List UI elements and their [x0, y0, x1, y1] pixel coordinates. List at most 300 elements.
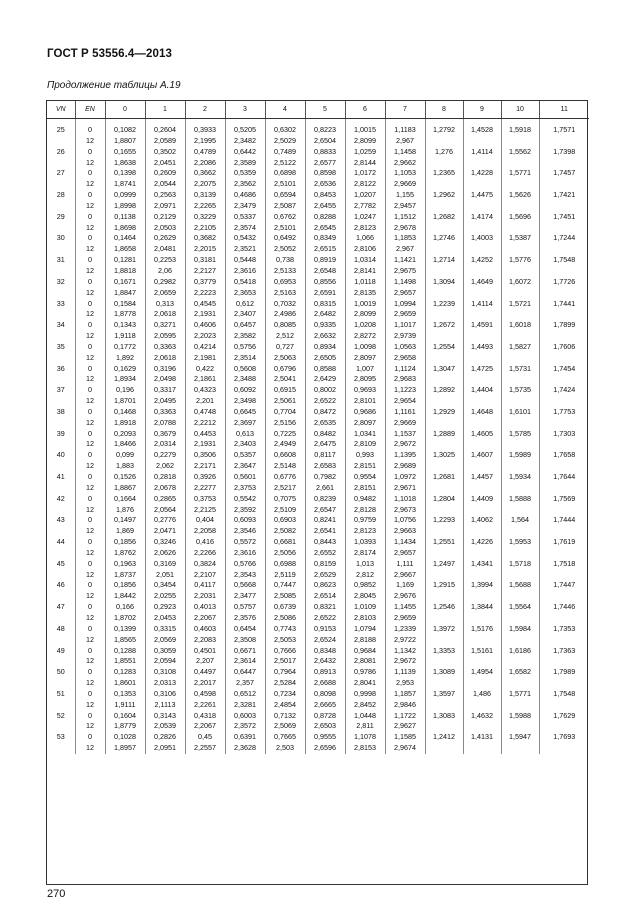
table-cell	[463, 266, 501, 277]
table-cell: 2,6503	[305, 721, 345, 732]
table-cell: 2,8272	[345, 331, 385, 342]
table-cell: 1,7446	[553, 602, 576, 612]
table-row	[47, 505, 589, 516]
table-cell: 1,2497	[425, 559, 463, 570]
column-header: 3	[225, 101, 265, 119]
table-cell: 0,8098	[305, 689, 345, 700]
table-cell: 1,7444	[553, 515, 576, 525]
table-cell: 2,8097	[345, 353, 385, 364]
table-cell: 0,8919	[305, 255, 345, 266]
table-row	[47, 678, 589, 689]
table-cell: 1,7363	[553, 645, 576, 655]
table-cell: 0,3106	[145, 689, 185, 700]
table-cell: 1,066	[345, 233, 385, 244]
table-cell	[425, 548, 463, 559]
table-cell	[47, 613, 75, 624]
table-cell: 2,2058	[185, 526, 225, 537]
table-cell: 49	[47, 646, 75, 657]
table-cell: 1,8867	[105, 483, 145, 494]
table-row	[47, 255, 589, 266]
table-cell: 0	[75, 537, 105, 548]
table-cell	[539, 331, 589, 342]
table-cell: 1,2239	[425, 299, 463, 310]
table-cell: 2,6545	[305, 223, 345, 234]
table-cell: 1,1434	[385, 537, 425, 548]
table-cell: 1,7451	[553, 211, 576, 221]
table-cell	[539, 201, 589, 212]
table-cell	[425, 418, 463, 429]
table-cell: 2,9657	[385, 548, 425, 559]
table-cell: 46	[47, 580, 75, 591]
table-row	[47, 396, 589, 407]
table-cell: 0,4603	[185, 624, 225, 635]
table-cell: 2,8122	[345, 179, 385, 190]
table-cell: 28	[47, 190, 75, 201]
table-cell: 0,8321	[305, 602, 345, 613]
table-cell: 0,1138	[105, 212, 145, 223]
table-cell: 2,8095	[345, 374, 385, 385]
table-cell: 1,7441	[553, 298, 576, 308]
table-cell: 1,7726	[553, 276, 576, 286]
table-cell	[501, 591, 539, 602]
table-cell: 1,0015	[345, 119, 385, 136]
table-cell: 2,0569	[145, 635, 185, 646]
table-cell	[425, 591, 463, 602]
table-cell: 2,2015	[185, 244, 225, 255]
table-cell: 0,2563	[145, 190, 185, 201]
table-cell: 1,0019	[345, 299, 385, 310]
table-cell	[425, 396, 463, 407]
table-cell: 1,1585	[385, 732, 425, 743]
table-header-row	[47, 101, 589, 119]
table-row	[47, 266, 589, 277]
table-row	[47, 526, 589, 537]
table-cell: 2,9658	[385, 353, 425, 364]
table-cell	[539, 635, 589, 646]
table-cell: 2,6429	[305, 374, 345, 385]
data-table	[47, 101, 589, 754]
table-cell: 2,0451	[145, 158, 185, 169]
table-cell	[501, 374, 539, 385]
table-cell: 1,6072	[501, 277, 539, 288]
table-cell: 2,5156	[265, 418, 305, 429]
table-cell: 1,3972	[425, 624, 463, 635]
table-cell: 1,2915	[425, 580, 463, 591]
table-cell: 1,7989	[553, 667, 576, 677]
table-cell	[425, 505, 463, 516]
table-cell	[539, 700, 589, 711]
table-row	[47, 233, 589, 244]
table-cell: 41	[47, 472, 75, 483]
table-cell: 0,5542	[225, 494, 265, 505]
table-row	[47, 418, 589, 429]
table-cell	[501, 331, 539, 342]
table-cell	[47, 678, 75, 689]
table-cell: 0,2253	[145, 255, 185, 266]
table-cell: 1,7421	[553, 190, 576, 200]
table-cell: 1,5947	[501, 732, 539, 743]
table-cell: 2,3479	[225, 201, 265, 212]
table-cell: 1,5988	[501, 711, 539, 722]
table-cell: 2,6535	[305, 418, 345, 429]
table-cell	[539, 678, 589, 689]
table-cell: 2,2212	[185, 418, 225, 429]
table-cell	[539, 439, 589, 450]
table-cell: 0	[75, 407, 105, 418]
table-cell: 2,8174	[345, 548, 385, 559]
table-row	[47, 244, 589, 255]
table-cell: 0,8913	[305, 667, 345, 678]
table-cell: 1,3047	[425, 364, 463, 375]
table-cell	[47, 309, 75, 320]
table-cell: 0	[75, 472, 105, 483]
table-cell: 12	[75, 179, 105, 190]
table-cell: 1,486	[463, 689, 501, 700]
table-cell: 0,4501	[185, 646, 225, 657]
table-cell: 2,0594	[145, 656, 185, 667]
table-row	[47, 646, 589, 657]
table-cell: 1,9118	[105, 331, 145, 342]
table-cell: 2,4949	[265, 439, 305, 450]
table-cell: 0	[75, 646, 105, 657]
table-cell: 0,7964	[265, 667, 305, 678]
table-cell	[501, 613, 539, 624]
table-cell: 1,4528	[463, 119, 501, 136]
table-cell	[47, 700, 75, 711]
table-cell: 2,2075	[185, 179, 225, 190]
table-cell: 1,8565	[105, 635, 145, 646]
table-cell: 1,8741	[105, 179, 145, 190]
table-cell: 0,2865	[145, 494, 185, 505]
table-cell	[539, 179, 589, 190]
table-cell: 2,1113	[145, 700, 185, 711]
table-cell: 12	[75, 288, 105, 299]
table-cell	[47, 353, 75, 364]
table-cell: 1,2962	[425, 190, 463, 201]
table-cell: 0,1398	[105, 168, 145, 179]
table-cell: 2,9654	[385, 396, 425, 407]
table-cell: 25	[47, 119, 75, 136]
table-cell: 1,0259	[345, 147, 385, 158]
table-cell: 2,5069	[265, 721, 305, 732]
table-cell: 2,0503	[145, 223, 185, 234]
table-cell: 1,2293	[425, 515, 463, 526]
table-cell: 1,8466	[105, 439, 145, 450]
table-cell: 0,4686	[225, 190, 265, 201]
table-cell: 1,5626	[501, 190, 539, 201]
table-row	[47, 299, 589, 310]
table-cell: 2,8103	[345, 613, 385, 624]
table-cell	[539, 223, 589, 234]
table-cell	[425, 461, 463, 472]
table-cell: 2,9662	[385, 158, 425, 169]
table-row	[47, 580, 589, 591]
table-cell: 2,0498	[145, 374, 185, 385]
table-cell: 1,8638	[105, 158, 145, 169]
table-cell: 1,4605	[463, 429, 501, 440]
table-cell: 2,3647	[225, 461, 265, 472]
table-cell: 1,3994	[463, 580, 501, 591]
table-cell: 2,0618	[145, 353, 185, 364]
table-cell: 0,6512	[225, 689, 265, 700]
table-cell	[463, 223, 501, 234]
table-cell	[501, 505, 539, 516]
table-cell: 0	[75, 385, 105, 396]
table-cell: 1,1223	[385, 385, 425, 396]
table-cell: 0	[75, 255, 105, 266]
table-cell: 1,8818	[105, 266, 145, 277]
table-cell: 2,0564	[145, 505, 185, 516]
table-cell: 0,6671	[225, 646, 265, 657]
table-cell: 1,2339	[385, 624, 425, 635]
table-cell: 0,6447	[225, 667, 265, 678]
table-cell: 1,7518	[553, 558, 576, 568]
table-cell: 2,5133	[265, 266, 305, 277]
table-cell: 2,967	[385, 244, 425, 255]
table-cell: 2,2083	[185, 635, 225, 646]
table-cell: 2,6548	[305, 266, 345, 277]
table-cell	[501, 548, 539, 559]
table-cell: 1,0172	[345, 168, 385, 179]
table-cell: 0	[75, 277, 105, 288]
table-cell: 1,2792	[425, 119, 463, 136]
table-cell: 2,3582	[225, 331, 265, 342]
table-cell	[47, 656, 75, 667]
table-cell: 0	[75, 190, 105, 201]
table-cell	[539, 743, 589, 754]
table-row	[47, 537, 589, 548]
table-cell: 2,1931	[185, 439, 225, 450]
table-cell: 2,6577	[305, 158, 345, 169]
table-cell: 0,993	[345, 450, 385, 461]
table-cell: 0,9554	[345, 472, 385, 483]
table-cell	[463, 700, 501, 711]
table-cell: 31	[47, 255, 75, 266]
table-cell: 0,6796	[265, 364, 305, 375]
table-cell: 0,9684	[345, 646, 385, 657]
table-cell: 12	[75, 136, 105, 147]
table-cell	[539, 136, 589, 147]
table-cell: 12	[75, 483, 105, 494]
table-cell: 2,6688	[305, 678, 345, 689]
table-cell: 0,7666	[265, 646, 305, 657]
table-cell: 2,8151	[345, 461, 385, 472]
table-cell: 0,6915	[265, 385, 305, 396]
table-cell: 2,3589	[225, 158, 265, 169]
table-cell: 0	[75, 212, 105, 223]
table-cell: 0,6739	[265, 602, 305, 613]
table-cell: 2,2266	[185, 548, 225, 559]
table-cell: 0,416	[185, 537, 225, 548]
table-cell: 51	[47, 689, 75, 700]
table-cell: 50	[47, 667, 75, 678]
table-cell	[463, 483, 501, 494]
table-cell: 12	[75, 353, 105, 364]
table-cell: 0,8349	[305, 233, 345, 244]
table-cell: 0,1584	[105, 299, 145, 310]
table-cell: 0,3315	[145, 624, 185, 635]
table-cell: 0	[75, 689, 105, 700]
table-cell: 1,7454	[553, 363, 576, 373]
table-cell: 2,512	[265, 331, 305, 342]
table-cell: 2,2023	[185, 331, 225, 342]
table-row	[47, 158, 589, 169]
table-cell: 0,1353	[105, 689, 145, 700]
table-cell: 1,9111	[105, 700, 145, 711]
table-cell: 1,1053	[385, 168, 425, 179]
table-cell	[463, 288, 501, 299]
table-cell: 12	[75, 613, 105, 624]
table-cell: 0,8002	[305, 385, 345, 396]
table-cell: 1,892	[105, 353, 145, 364]
table-cell: 2,2067	[185, 613, 225, 624]
table-cell: 0,3363	[145, 342, 185, 353]
table-cell	[47, 526, 75, 537]
table-cell: 1,4228	[463, 168, 501, 179]
table-cell: 2,2557	[185, 743, 225, 754]
table-cell: 1,7303	[553, 428, 576, 438]
table-cell: 0,8472	[305, 407, 345, 418]
table-cell: 42	[47, 494, 75, 505]
table-cell: 1,4062	[463, 515, 501, 526]
table-cell: 2,9667	[385, 570, 425, 581]
table-cell: 2,9669	[385, 418, 425, 429]
table-cell: 2,1931	[185, 309, 225, 320]
table-cell: 0	[75, 450, 105, 461]
table-cell: 0,3143	[145, 711, 185, 722]
table-cell	[47, 483, 75, 494]
table-row	[47, 439, 589, 450]
table-cell: 2,051	[145, 570, 185, 581]
table-cell: 0,313	[145, 299, 185, 310]
table-cell: 1,8737	[105, 570, 145, 581]
column-header: 1	[145, 101, 185, 119]
table-cell: 2,0788	[145, 418, 185, 429]
table-cell	[501, 136, 539, 147]
table-cell: 0	[75, 559, 105, 570]
table-cell: 0,738	[265, 255, 305, 266]
table-cell	[47, 223, 75, 234]
table-cell: 2,2277	[185, 483, 225, 494]
table-cell: 0	[75, 624, 105, 635]
table-cell: 2,6552	[305, 548, 345, 559]
table-cell: 1,4493	[463, 342, 501, 353]
table-cell: 0,5448	[225, 255, 265, 266]
table-cell: 2,9739	[385, 331, 425, 342]
column-header: 8	[425, 101, 463, 119]
table-cell: 39	[47, 429, 75, 440]
table-cell: 1,5771	[501, 689, 539, 700]
table-cell: 29	[47, 212, 75, 223]
table-cell: 0,7234	[265, 689, 305, 700]
table-cell: 1,4174	[463, 212, 501, 223]
table-cell: 0,4013	[185, 602, 225, 613]
table-cell: 1,8918	[105, 418, 145, 429]
table-cell	[539, 548, 589, 559]
table-cell: 1,564	[501, 515, 539, 526]
table-cell: 0,7489	[265, 147, 305, 158]
column-header: EN	[75, 101, 105, 119]
table-cell: 0,1082	[105, 119, 145, 136]
table-cell: 2,1861	[185, 374, 225, 385]
table-cell: 12	[75, 396, 105, 407]
table-cell: 2,6455	[305, 201, 345, 212]
table-cell: 0,2093	[105, 429, 145, 440]
table-cell: 1,7447	[553, 580, 576, 590]
table-row	[47, 624, 589, 635]
table-cell: 12	[75, 635, 105, 646]
table-row	[47, 656, 589, 667]
table-cell: 1,4725	[463, 364, 501, 375]
table-cell: 2,3477	[225, 591, 265, 602]
table-cell	[425, 656, 463, 667]
table-cell	[463, 505, 501, 516]
table-cell: 2,3407	[225, 309, 265, 320]
table-cell	[463, 396, 501, 407]
table-cell: 1,2746	[425, 233, 463, 244]
table-cell: 1,4131	[463, 732, 501, 743]
table-cell: 0,3933	[185, 119, 225, 136]
table-cell: 2,812	[345, 570, 385, 581]
table-cell: 0,6092	[225, 385, 265, 396]
table-cell: 1,0207	[345, 190, 385, 201]
table-cell	[501, 656, 539, 667]
table-cell	[463, 158, 501, 169]
table-cell: 0	[75, 580, 105, 591]
table-cell: 1,4409	[463, 494, 501, 505]
table-cell: 0,3196	[145, 364, 185, 375]
table-cell: 1,8847	[105, 288, 145, 299]
table-cell: 0	[75, 147, 105, 158]
table-cell	[463, 309, 501, 320]
table-cell: 1,883	[105, 461, 145, 472]
table-cell	[425, 179, 463, 190]
table-cell: 1,7658	[553, 450, 576, 460]
table-cell: 12	[75, 721, 105, 732]
table-cell: 0,9852	[345, 580, 385, 591]
table-cell: 1,1857	[385, 689, 425, 700]
table-row	[47, 743, 589, 754]
table-cell: 1,2554	[425, 342, 463, 353]
table-cell: 2,0971	[145, 201, 185, 212]
table-cell: 2,967	[385, 136, 425, 147]
table-cell	[463, 548, 501, 559]
table-cell: 1,3844	[463, 602, 501, 613]
table-cell: 1,3597	[425, 689, 463, 700]
table-cell: 2,2017	[185, 678, 225, 689]
table-cell: 0	[75, 515, 105, 526]
table-row	[47, 223, 589, 234]
table-cell: 2,0626	[145, 548, 185, 559]
column-header: 5	[305, 101, 345, 119]
table-cell: 2,8153	[345, 743, 385, 754]
table-cell: 0,4606	[185, 320, 225, 331]
table-cell: 0,8556	[305, 277, 345, 288]
table-cell: 12	[75, 743, 105, 754]
table-cell: 2,3521	[225, 244, 265, 255]
table-cell: 2,0678	[145, 483, 185, 494]
table-cell: 2,8151	[345, 483, 385, 494]
table-cell: 2,5119	[265, 570, 305, 581]
table-cell: 0,3271	[145, 320, 185, 331]
table-cell: 2,3508	[225, 635, 265, 646]
table-cell: 0,3662	[185, 168, 225, 179]
table-row	[47, 277, 589, 288]
table-cell: 0,9786	[345, 667, 385, 678]
table-cell: 0,166	[105, 602, 145, 613]
table-cell	[463, 331, 501, 342]
table-cell	[425, 526, 463, 537]
